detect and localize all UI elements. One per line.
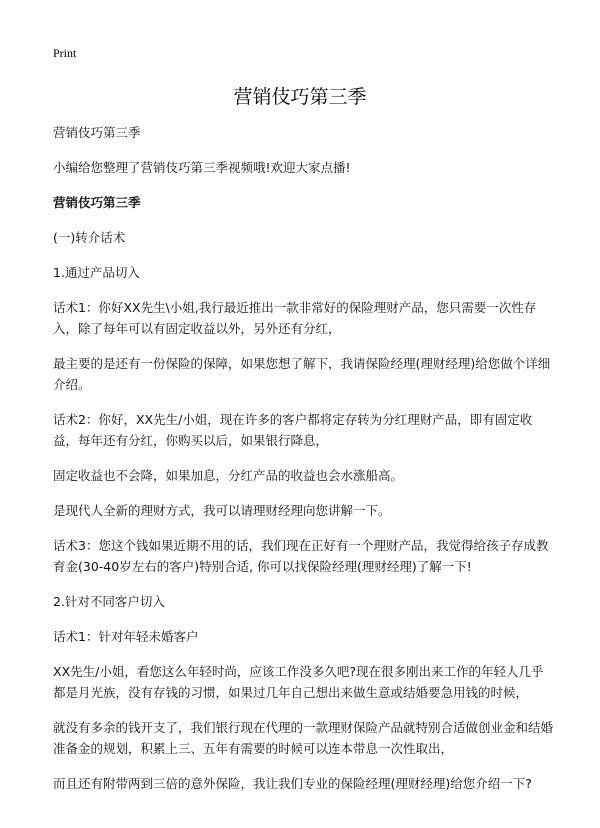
intro-text: 小编给您整理了营销伎巧第三季视频哦!欢迎大家点播! [53, 160, 351, 175]
point-heading: 1.通过产品切入 [53, 265, 140, 280]
page-title: 营销伎巧第三季 [233, 86, 367, 108]
paragraph: 最主要的是还有一份保险的保障，如果您想了解下，我请保险经理(理财经理)给您做个详细介绍。 [53, 356, 551, 392]
section-heading: 营销伎巧第三季 [53, 195, 141, 210]
paragraph: 话术3：您这个钱如果近期不用的话，我们现在正好有一个理财产品，我觉得给孩子存成教育金(30-40岁左右的客户)特别合适, 你可以找保险经理(理财经理)了解一下! [53, 538, 549, 574]
paragraph: 就没有多余的钱开支了，我们银行现在代理的一款理财保险产品就特别合适做创业金和结婚准备金的规划，积累上三、五年有需要的时候可以连本带息一次性取出， [53, 720, 554, 756]
paragraph: 固定收益也不会降，如果加息，分红产品的收益也会水涨船高。 [53, 468, 404, 483]
point-heading: 2.针对不同客户切入 [53, 594, 165, 609]
paragraph: 话术1：针对年轻未婚客户 [53, 629, 199, 644]
paragraph: XX先生/小姐，看您这么年轻时尚，应该工作没多久吧?现在很多刚出来工作的年轻人几乎都是月光族，没有存钱的习惯，如果过几年自己想出来做生意或结婚要急用钱的时候， [53, 664, 544, 700]
subtitle: 营销伎巧第三季 [53, 125, 141, 140]
paragraph: 话术1：你好XX先生\小姐,我行最近推出一款非常好的保险理财产品，您只需要一次性存入，除了每年可以有固定收益以外，另外还有分红， [53, 300, 537, 336]
document-body [53, 122, 553, 808]
paragraph: 是现代人全新的理财方式，我可以请理财经理向您讲解一下。 [53, 503, 391, 518]
subsection-heading: (一)转介话术 [53, 230, 126, 245]
paragraph: 话术2：你好，XX先生/小姐，现在许多的客户都将定存转为分红理财产品，即有固定收益，每年还有分红，你购买以后，如果银行降息， [53, 412, 533, 448]
paragraph: 而且还有附带两到三倍的意外保险，我让我们专业的保险经理(理财经理)给您介绍一下? [53, 776, 532, 791]
print-link[interactable]: Print [53, 46, 77, 60]
